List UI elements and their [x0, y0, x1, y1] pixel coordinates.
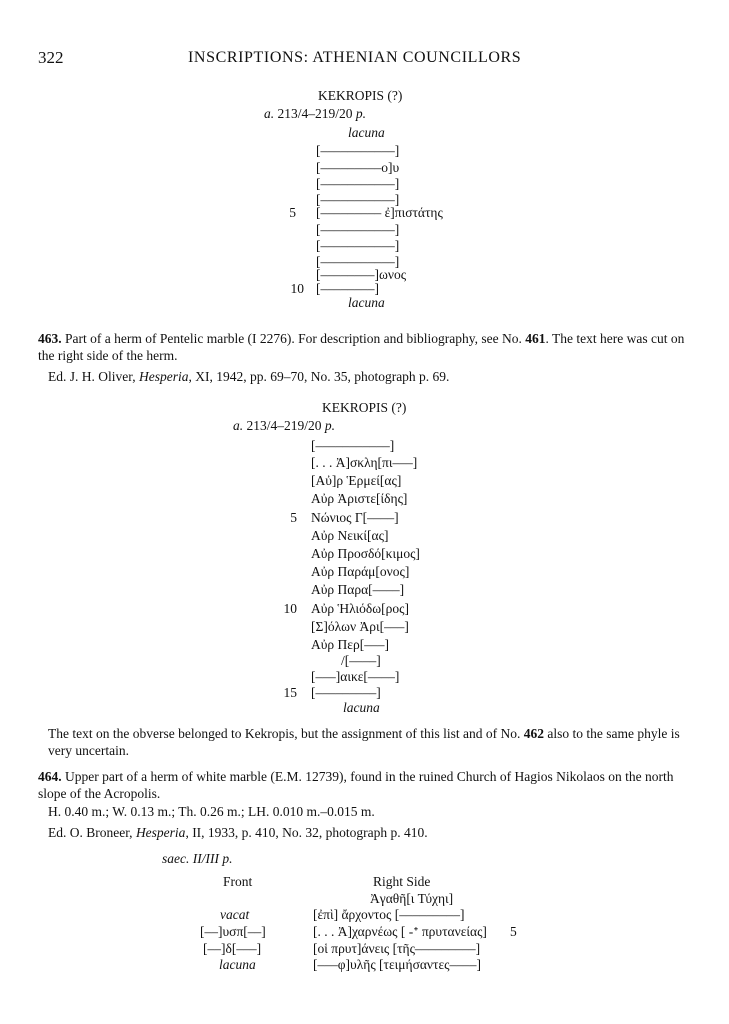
line-number: 10	[283, 601, 297, 616]
inscription-line: [–––––––––––]	[316, 238, 400, 253]
block2-date	[233, 418, 335, 434]
date-prefix: a.	[233, 418, 244, 433]
date-range: 213/4–219/20	[243, 418, 325, 433]
cross-ref: 462	[523, 726, 545, 741]
date-range: 213/4–219/20	[274, 106, 356, 121]
inscription-line: Αὐρ Παρα[––––]	[311, 582, 405, 597]
right-side-heading: Right Side	[373, 874, 431, 889]
inscription-line: [–––––––––––]	[311, 438, 395, 453]
date-suffix: p.	[324, 418, 336, 433]
desc-part: Upper part of a herm of white marble (E.M. 12739), found in the ruined Church of Hagios Nikolaos on the north slope of the Acropolis.	[38, 769, 674, 801]
line-number: 5	[510, 924, 517, 939]
inscription-line: [–––––––––––]	[316, 143, 400, 158]
inscription-line: Αὐρ Νεικί[ας]	[311, 528, 389, 543]
date-suffix: p.	[355, 106, 367, 121]
inscription-line: [––––––––– ἐ]πιστάτης	[316, 205, 443, 220]
inscription-line: Αὐρ Ἡλιόδω[ρος]	[311, 601, 409, 616]
entry-number: 463.	[38, 331, 62, 346]
right-side-line: [ἐπὶ] ἄρχοντος [–––––––––]	[313, 907, 465, 922]
entry-464-edition	[48, 824, 688, 841]
cross-ref: 461	[525, 331, 546, 346]
entry-number: 464.	[38, 769, 62, 784]
inscription-line: [–––––––––––]	[316, 254, 400, 269]
line-number: 5	[289, 205, 296, 220]
desc-part: . The text here was cut on the right side of the herm.	[38, 331, 685, 363]
date-prefix: a.	[264, 106, 275, 121]
right-side-line: [–––φ]υλῆς [τειμήσαντες––––]	[313, 957, 481, 972]
entry-463-description	[38, 330, 690, 364]
inscription-line: Αὐρ Προσδό[κιμος]	[311, 546, 420, 561]
inscription-line: [–––––––––––]	[316, 176, 400, 191]
entry-464-dimensions: H. 0.40 m.; W. 0.13 m.; Th. 0.26 m.; LH. 0.010 m.–0.015 m.	[48, 804, 375, 819]
inscription-line: [Αὐ]ρ Ἑρμεί[ας]	[311, 473, 402, 488]
edition-text: Ed. J. H. Oliver,	[48, 369, 139, 384]
block1-date	[264, 106, 366, 122]
inscription-line: /[––––]	[341, 653, 381, 668]
inscription-line: Αὐρ Παράμ[ονος]	[311, 564, 410, 579]
edition-text: , XI, 1942, pp. 69–70, No. 35, photograph p. 69.	[188, 369, 450, 384]
entry-463-edition	[48, 368, 688, 385]
desc-part: Part of a herm of Pentelic marble (I 2276). For description and bibliography, see No.	[61, 331, 526, 346]
block2-heading: KEKROPIS (?)	[322, 400, 407, 415]
right-side-line: [οἱ πρυτ]άνεις [τῆς–––––––––]	[313, 941, 481, 956]
note-text: also to the same phyle is very uncertain.	[48, 726, 680, 758]
edition-text: , II, 1933, p. 410, No. 32, photograph p. 410.	[185, 825, 428, 840]
front-line: [––]δ[–––]	[203, 941, 262, 956]
front-line: vacat	[220, 907, 250, 922]
inscription-line: [–––––––––––]	[316, 222, 400, 237]
block1-heading: KEKROPIS (?)	[318, 88, 403, 103]
lacuna-bottom: lacuna	[343, 700, 380, 715]
inscription-line: Αὐρ Περ[–––]	[311, 637, 389, 652]
inscription-line: [–––––––––ο]υ	[316, 160, 400, 175]
inscription-line: [Σ]όλων Ἀρι[–––]	[311, 619, 409, 634]
journal-title: Hesperia	[138, 369, 189, 384]
inscription-line: [–––]αικε[––––]	[311, 669, 400, 684]
front-line: [––]υσπ[––]	[200, 924, 266, 939]
entry-464-date: saec. II/III p.	[162, 851, 233, 866]
inscription-line: Νώνιος Γ[––––]	[311, 510, 399, 525]
inscription-line: [–––––––––––]	[316, 192, 400, 207]
lacuna-bottom: lacuna	[348, 295, 385, 310]
front-heading: Front	[223, 874, 253, 889]
inscription-line: [––––––––]	[316, 281, 379, 296]
right-side-line: Ἀγαθῆ[ι Τύχηι]	[370, 891, 454, 906]
inscription-line: [. . . Ἀ]σκλη[πι–––]	[311, 455, 418, 470]
right-side-line: [. . . Ἀ]χαρνέως [ -ᐩ πρυτανείας]	[313, 924, 487, 939]
inscription-line: [–––––––––]	[311, 685, 381, 700]
inscription-line: [––––––––]ωνος	[316, 267, 407, 282]
note-text: The text on the obverse belonged to Kekropis, but the assignment of this list and of No.	[48, 726, 524, 741]
inscription-line: Αὐρ Ἀριστε[ίδης]	[311, 491, 408, 506]
attribution-note	[48, 725, 690, 759]
line-number: 5	[290, 510, 297, 525]
line-number: 15	[283, 685, 297, 700]
edition-text: Ed. O. Broneer,	[48, 825, 136, 840]
line-number: 10	[290, 281, 304, 296]
front-line: lacuna	[219, 957, 256, 972]
lacuna-top: lacuna	[348, 125, 385, 140]
page-number: 322	[38, 48, 64, 67]
entry-464-description	[38, 768, 690, 802]
running-head: INSCRIPTIONS: ATHENIAN COUNCILLORS	[188, 49, 522, 66]
journal-title: Hesperia	[135, 825, 186, 840]
